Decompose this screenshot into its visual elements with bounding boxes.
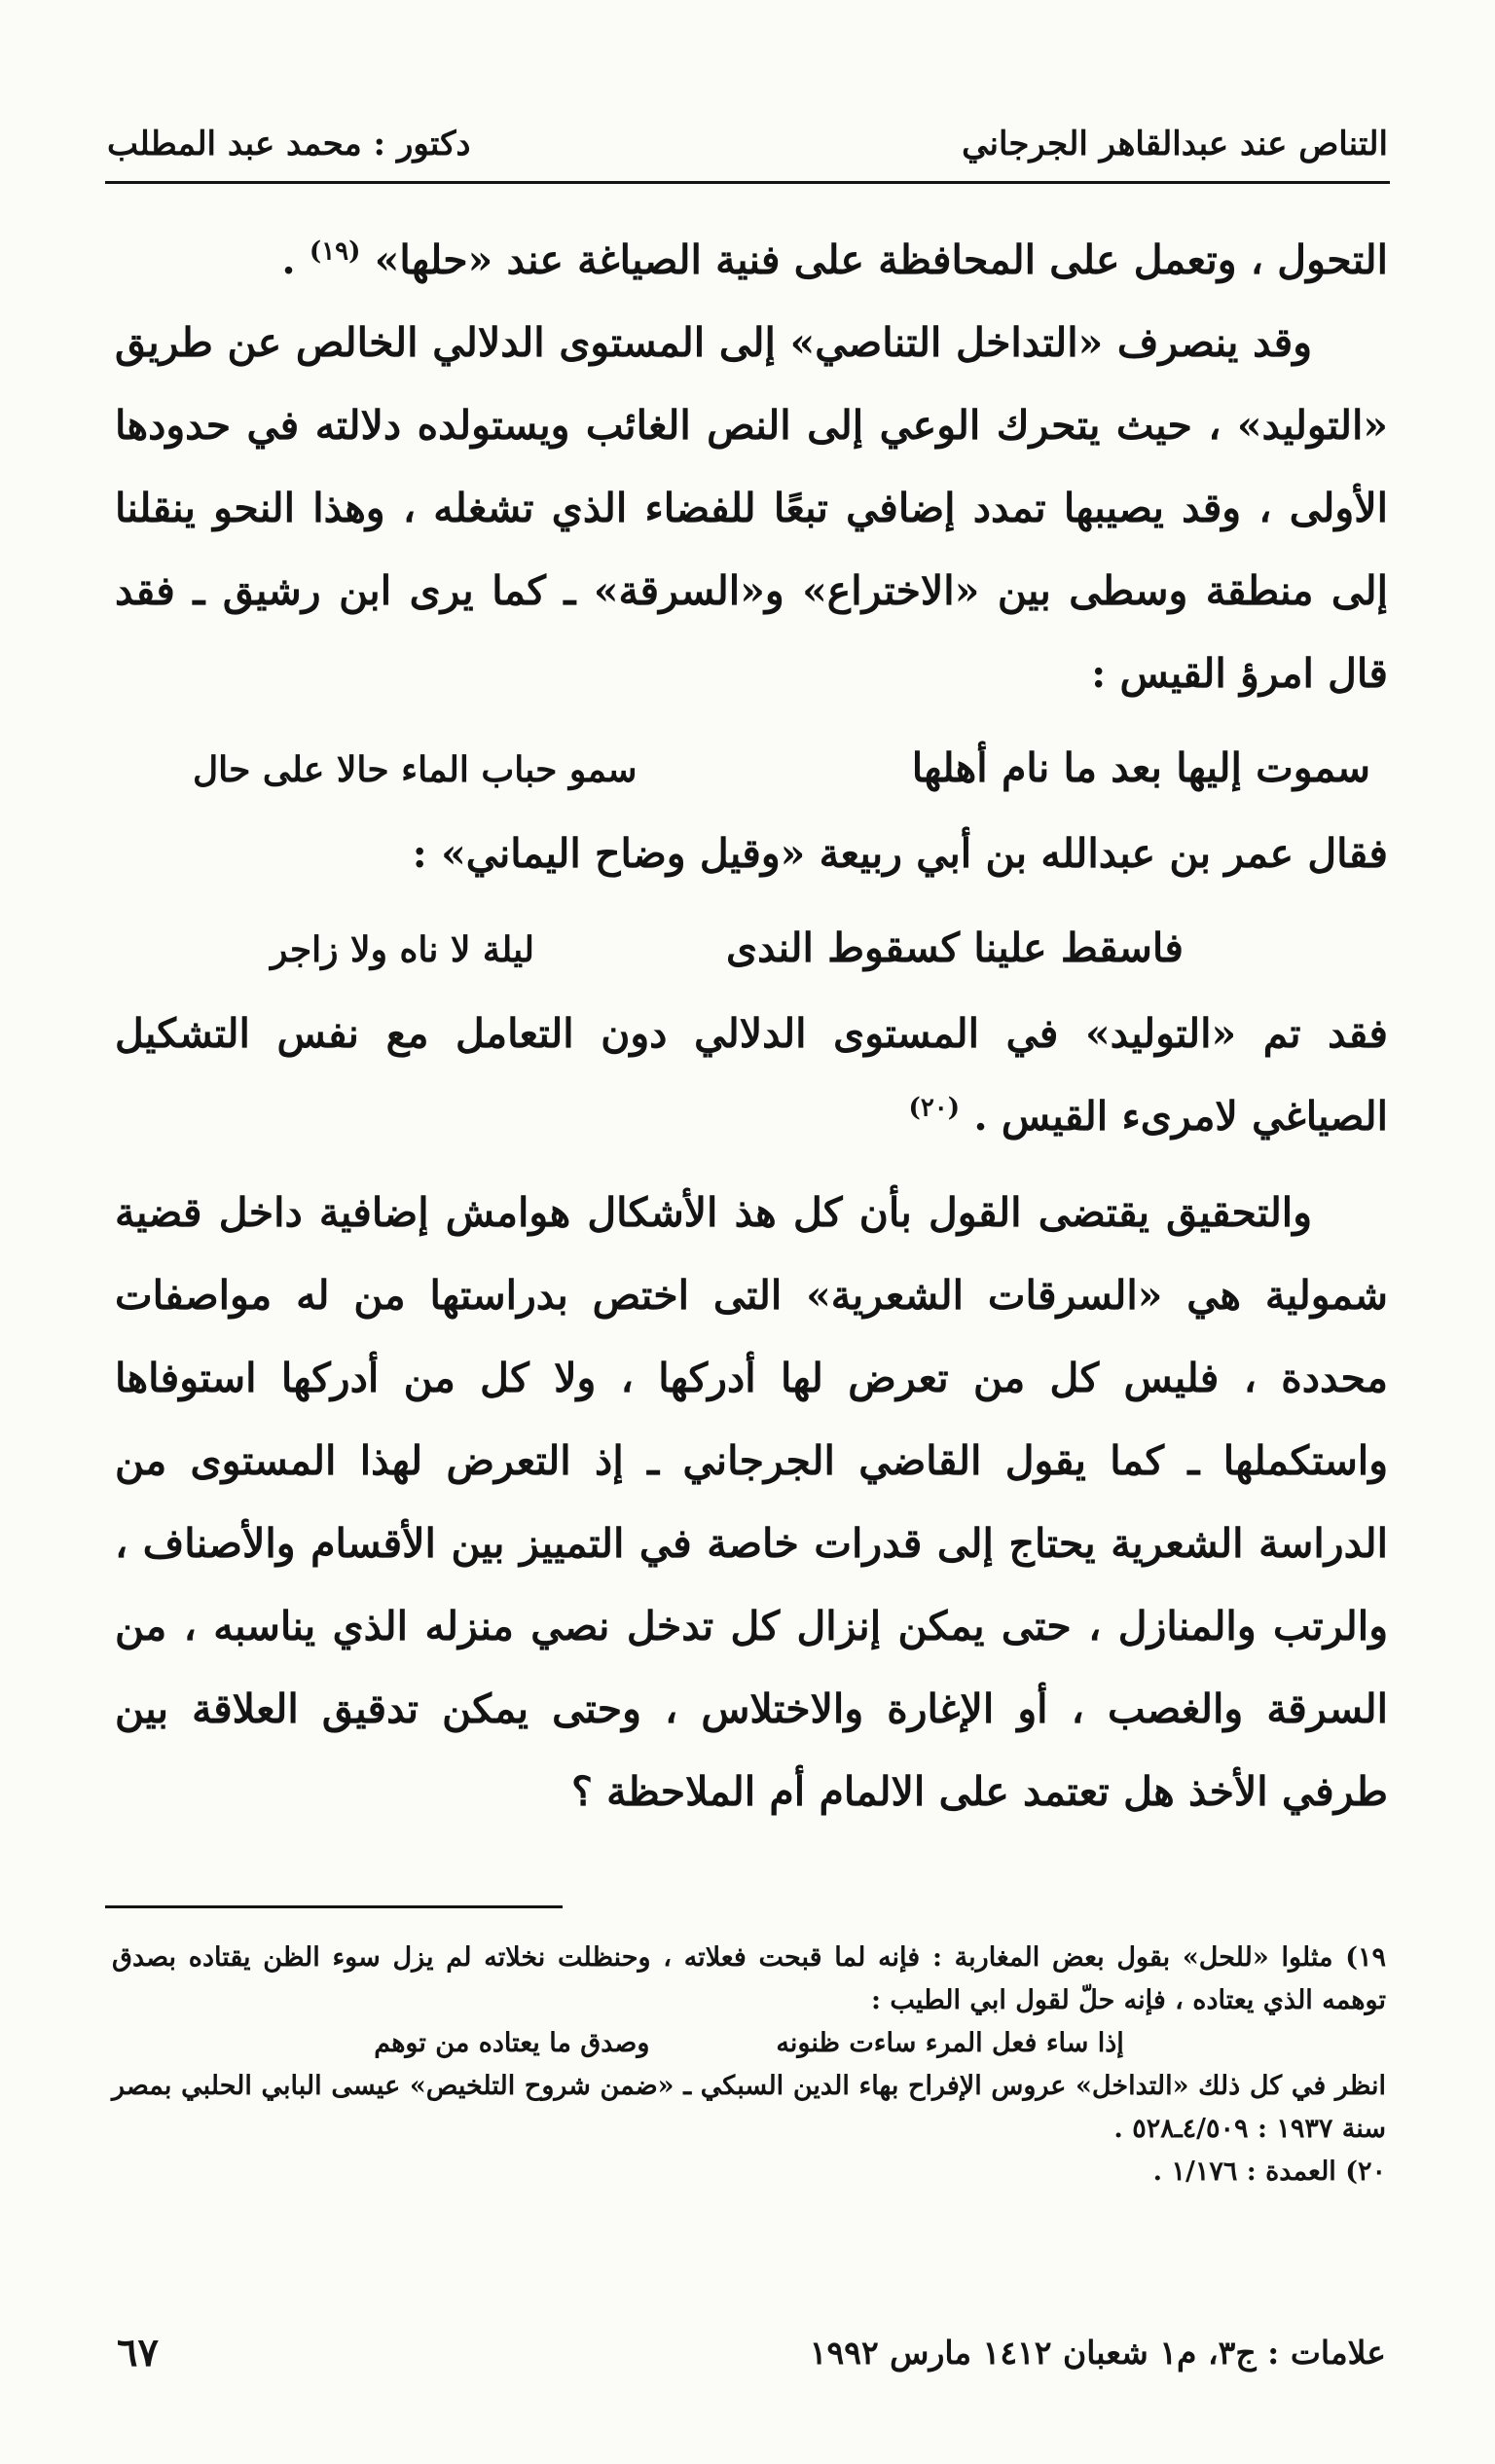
verse-1-first-hemistich: سموت إليها بعد ما نام أهلها xyxy=(911,744,1370,791)
footnote-verse-first: إذا ساء فعل المرء ساءت ظنونه xyxy=(776,2028,1124,2058)
header-rule xyxy=(105,181,1390,184)
paragraph-3: فقال عمر بن عبدالله بن أبي ربيعة «وقيل وضاح اليماني» : xyxy=(412,830,1388,877)
page-number: ٦٧ xyxy=(117,2329,159,2375)
paragraph-gap xyxy=(115,1158,1388,1172)
footnotes xyxy=(112,1937,1386,2193)
verse-line-2 xyxy=(115,895,1388,993)
footnote-19: ١٩) مثلوا «للحل» بقول بعض المغاربة : فإنه لما قبحت فعلاته ، وحنظلت نخلاته لم يزل سوء الظن يقتاده بصدق توهمه الذي يعتاده ، فإنه حلّ لقول ابي الطيب : xyxy=(112,1942,1386,2015)
paragraph-2: وقد ينصرف «التداخل التناصي» إلى المستوى الدلالي الخالص عن طريق «التوليد» ، حيث يتحرك الوعي إلى النص الغائب ويستولده دلالته في حدودها الأولى ، وقد يصيبها تمدد إضافي تبعًا للفضاء الذي تشغله ، وهذا النحو ينقلنا إلى منطقة وسطى بين «الاختراع» و«السرقة» ـ كما يرى ابن رشيق ـ فقد قال امرؤ القيس : xyxy=(115,319,1388,697)
journal-citation: علامات : ج٣، م١ شعبان ١٤١٢ مارس ١٩٩٢ xyxy=(809,2333,1386,2372)
paragraph-5: والتحقيق يقتضى القول بأن كل هذ الأشكال هوامش إضافية داخل قضية شمولية هي «السرقات الشعرية» التى اختص بدراستها من له مواصفات محددة ، فليس كل من تعرض لها أدركها ، ولا كل من أدركها استوفاها واستكملها ـ كما يقول القاضي الجرجاني ـ إذ التعرض لهذا المستوى من الدراسة الشعرية يحتاج إلى قدرات خاصة في التمييز بين الأقسام والأصناف ، والرتب والمنازل ، حتى يمكن إنزال كل تدخل نصي منزله الذي يناسبه ، من السرقة والغصب ، أو الإغارة والاختلاس ، وحتى يمكن تدقيق العلاقة بين طرفي الأخذ هل تعتمد على الالمام أم الملاحظة ؟ xyxy=(115,1189,1388,1815)
footnote-rule xyxy=(105,1905,563,1908)
footnote-ref-19: (١٩) xyxy=(309,236,361,267)
verse-line-1 xyxy=(115,715,1388,813)
running-author: دكتور : محمد عبد المطلب xyxy=(107,125,471,163)
page-footer xyxy=(117,2328,1386,2376)
footnote-ref-20: (٢٠) xyxy=(908,1093,961,1123)
running-title: التناص عند عبدالقاهر الجرجاني xyxy=(962,125,1388,163)
footnote-19-source: انظر في كل ذلك «التداخل» عروس الإفراح بهاء الدين السبكي ـ «ضمن شروح التلخيص» عيسى البابي الحلبي بمصر سنة ١٩٣٧ : ٤/٥٠٩ـ٥٢٨ . xyxy=(112,2071,1386,2144)
body-text xyxy=(115,219,1388,1833)
running-header xyxy=(107,115,1388,173)
footnote-20: ٢٠) العمدة : ١/١٧٦ . xyxy=(1152,2156,1386,2187)
footnote-19-verse xyxy=(112,2022,1386,2065)
verse-2-first-hemistich: فاسقط علينا كسقوط الندى xyxy=(726,924,1184,971)
paragraph-1: التحول ، وتعمل على المحافظة على فنية الصياغة عند «حلها» $^{(١٩)}$ . xyxy=(281,236,1388,283)
verse-2-second-hemistich: ليلة لا ناه ولا زاجر xyxy=(271,929,534,970)
paragraph-4: فقد تم «التوليد» في المستوى الدلالي دون التعامل مع نفس التشكيل الصياغي لامرىء القيس . $^{(٢٠)}$ xyxy=(115,1010,1388,1140)
verse-1-second-hemistich: سمو حباب الماء حالا على حال xyxy=(193,749,638,790)
footnote-verse-second: وصدق ما يعتاده من توهم xyxy=(374,2028,650,2058)
